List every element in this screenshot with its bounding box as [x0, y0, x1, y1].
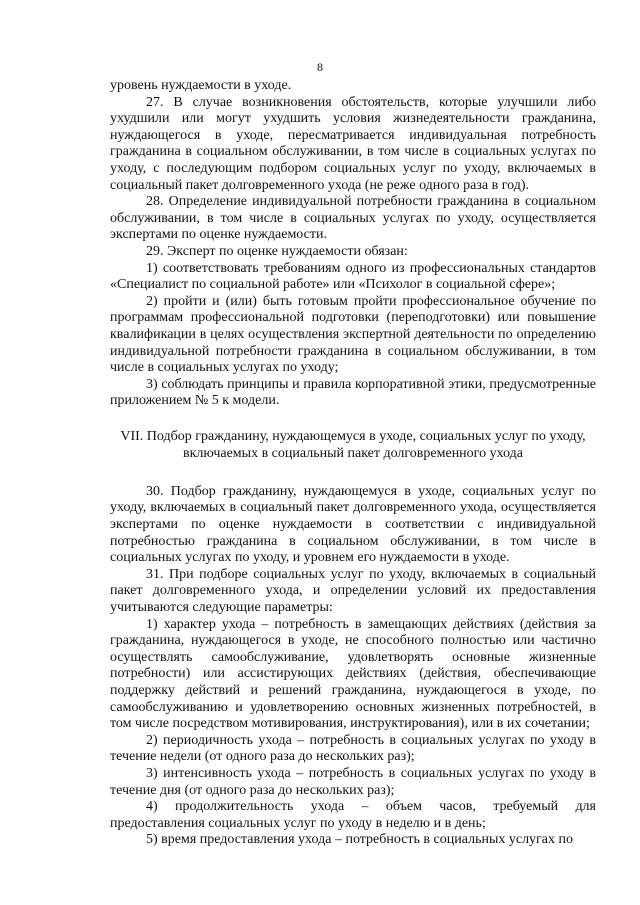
list-item-29-3: 3) соблюдать принципы и правила корпоративной этики, предусмотренные приложением № 5 к модели.: [110, 376, 596, 409]
list-item-31-3: 3) интенсивность ухода – потребность в социальных услугах по уходу в течение дня (от одного раза до нескольких раз);: [110, 765, 596, 798]
list-item-31-1: 1) характер ухода – потребность в замещающих действиях (действия за гражданина, нуждающегося в уходе, не способного полностью или частично осуществлять самообслуживание, удовлетворять основные жизненные потребности) или ассистирующих действиях (действия, обеспечивающие поддержку действий и решений гражданина, нуждающегося в уходе, по самообслуживанию и удовлетворению основных жизненных потребностей, в том числе посредством мотивирования, инструктирования), или в их сочетании;: [110, 616, 596, 732]
list-item-31-5: 5) время предоставления ухода – потребность в социальных услугах по: [146, 832, 573, 848]
list-item-29-1: 1) соответствовать требованиям одного из профессиональных стандартов «Специалист по социальной работе» или «Психолог в социальной сфере»;: [110, 260, 596, 293]
document-body: [110, 78, 596, 849]
paragraph-30: 30. Подбор гражданину, нуждающемуся в уходе, социальных услуг по уходу, включаемых в социальный пакет долговременного ухода, осуществляется экспертами по оценке нуждаемости в соответствии с индивидуальной потребностью гражданина в социальном обслуживании, в том числе в социальных услугах по уходу, и уровнем его нуждаемости в уходе.: [110, 483, 596, 566]
paragraph-31: 31. При подборе социальных услуг по уходу, включаемых в социальный пакет долговременного ухода, и определении условий их предоставления учитываются следующие параметры:: [110, 566, 596, 616]
paragraph-27: 27. В случае возникновения обстоятельств, которые улучшили либо ухудшили или могут ухудшить условия жизнедеятельности гражданина, нуждающегося в уходе, пересматривается индивидуальная потребность гражданина в социальном обслуживании, в том числе в социальных услугах по уходу, с последующим подбором социальных услуг по уходу, включаемых в социальный пакет долговременного ухода (не реже одного раза в год).: [110, 94, 596, 193]
paragraph-continuation: уровень нуждаемости в уходе.: [110, 78, 292, 93]
list-item-29-2: 2) пройти и (или) быть готовым пройти профессиональное обучение по программам профессиональной подготовки (переподготовки) или повышение квалификации в целях осуществления экспертной деятельности по определению индивидуальной потребности гражданина в социальном обслуживании, в том числе в социальных услугах по уходу;: [110, 293, 596, 376]
section-heading: VII. Подбор гражданину, нуждающемуся в уходе, социальных услуг по уходу, включаемых в социальный пакет долговременного ухода: [120, 428, 586, 461]
paragraph-29: 29. Эксперт по оценке нуждаемости обязан:: [146, 243, 408, 259]
page-number: 8: [317, 60, 323, 74]
paragraph-28: 28. Определение индивидуальной потребности гражданина в социальном обслуживании, в том числе в социальных услугах по уходу, осуществляется экспертами по оценке нуждаемости.: [110, 194, 596, 243]
list-item-31-4: 4) продолжительность ухода – объем часов, требуемый для предоставления социальных услуг по уходу в неделю и в день;: [110, 799, 596, 831]
list-item-31-2: 2) периодичность ухода – потребность в социальных услугах по уходу в течение недели (от одного раза до нескольких раз);: [110, 732, 596, 765]
